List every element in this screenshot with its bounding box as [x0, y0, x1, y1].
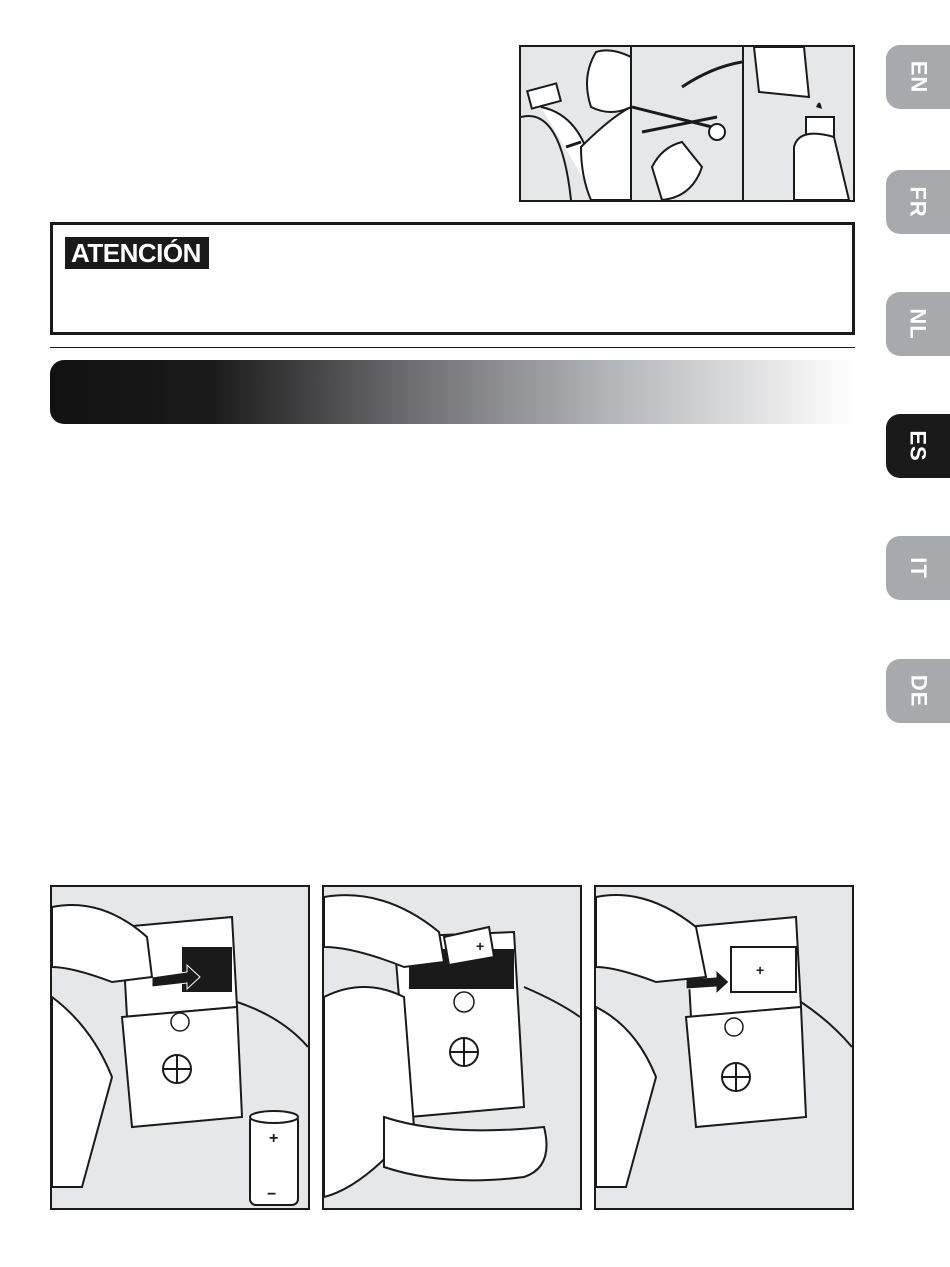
tab-lang-fr-label: FR — [905, 186, 931, 218]
tab-lang-es-label: ES — [905, 430, 931, 462]
tab-lang-nl-label: NL — [905, 308, 931, 340]
battery-minus-label: − — [267, 1186, 277, 1203]
battery-insert-illustration — [322, 885, 582, 1210]
warning-label: ATENCIÓN — [65, 237, 209, 269]
tab-lang-it[interactable] — [886, 536, 950, 600]
tab-lang-en-label: EN — [906, 60, 931, 94]
scissors-cut-illustration — [632, 47, 743, 200]
tab-lang-de[interactable] — [886, 659, 950, 723]
section-header-bar — [50, 360, 855, 424]
lighter-seal-illustration — [744, 47, 853, 200]
tab-lang-fr[interactable] — [886, 170, 950, 234]
tab-lang-it-label: IT — [906, 557, 931, 579]
battery-remove-illustration — [50, 885, 310, 1210]
battery-close-plus-label: + — [756, 962, 765, 978]
battery-close-illustration — [594, 885, 854, 1210]
tab-lang-en[interactable] — [886, 45, 950, 109]
battery-insert-plus-label: + — [476, 938, 485, 954]
warning-box — [50, 222, 855, 335]
tab-lang-es[interactable] — [886, 414, 950, 478]
tab-lang-de-label: DE — [906, 674, 931, 708]
tab-lang-nl[interactable] — [886, 292, 950, 356]
collar-strap-illustration — [521, 47, 632, 200]
top-illustration — [519, 45, 855, 202]
battery-plus-label: + — [269, 1130, 279, 1147]
divider — [50, 347, 855, 348]
